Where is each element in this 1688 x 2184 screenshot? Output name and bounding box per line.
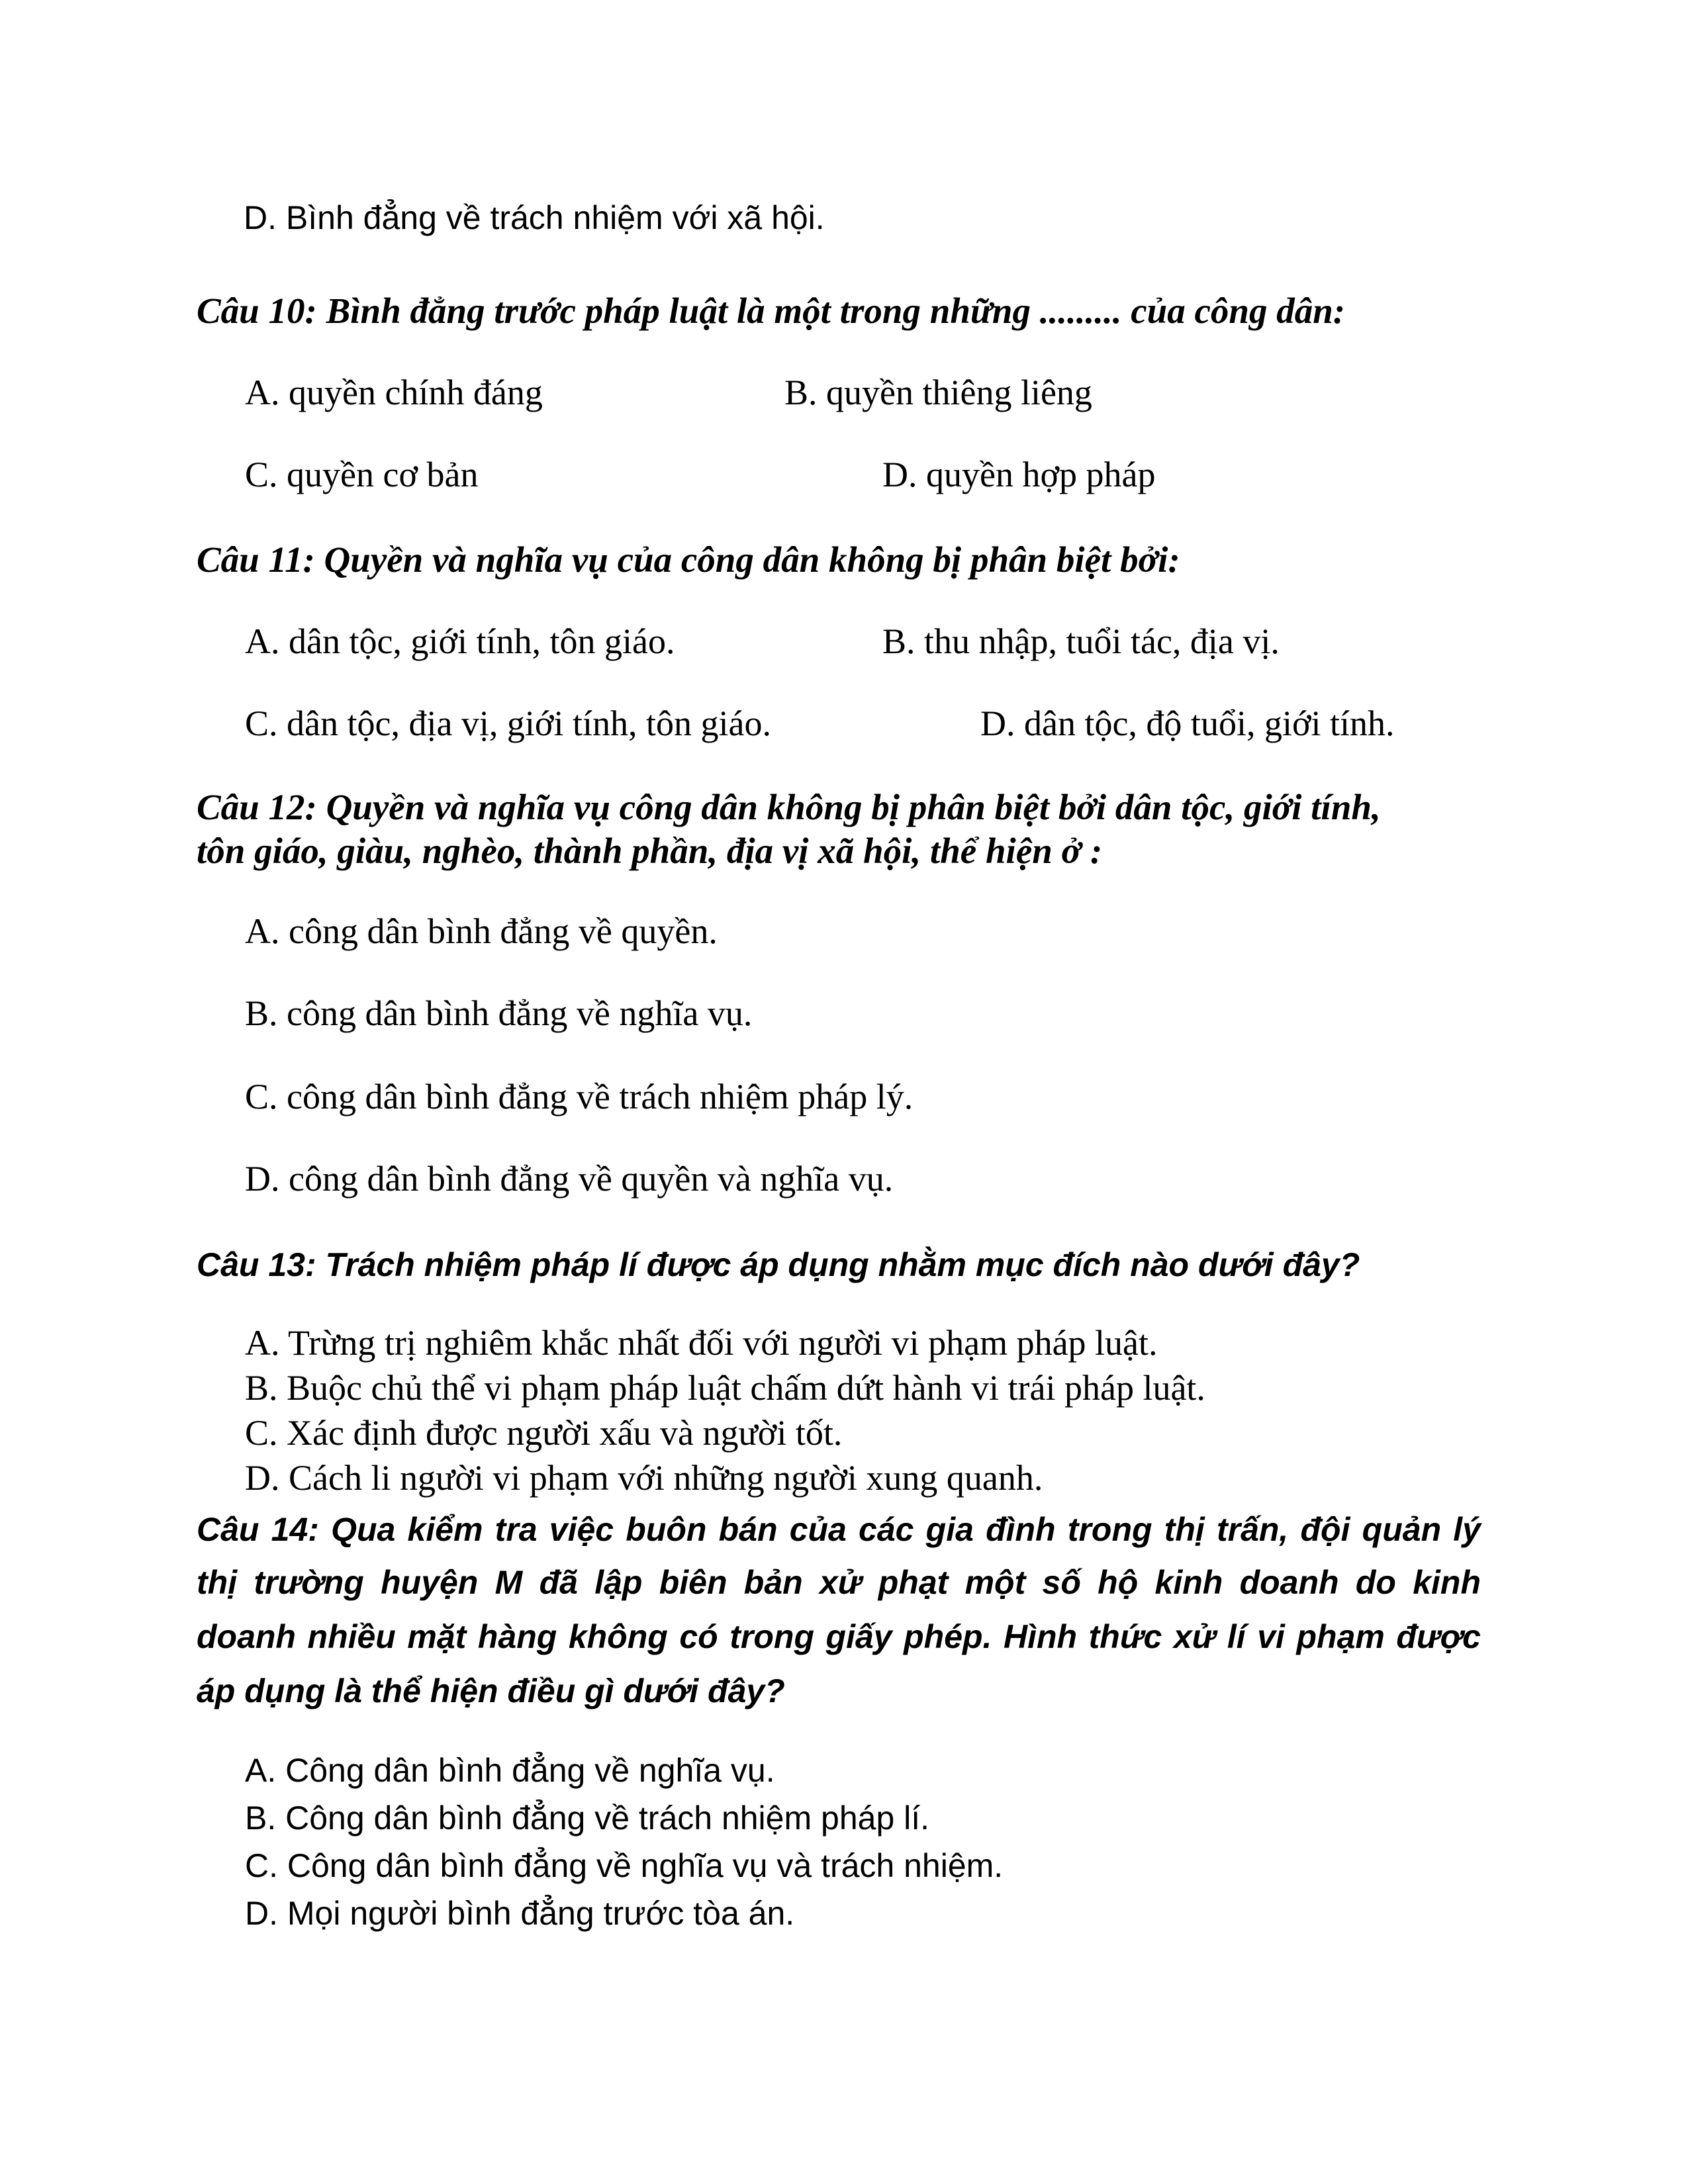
- q14-option-c: C. Công dân bình đẳng về nghĩa vụ và trách nhiệm.: [245, 1847, 1004, 1884]
- q12-option-a: A. công dân bình đẳng về quyền.: [245, 911, 718, 951]
- q9-option-d: D. Bình đẳng về trách nhiệm với xã hội.: [244, 199, 825, 236]
- q10-option-a: A. quyền chính đáng: [245, 373, 543, 412]
- q11-option-a: A. dân tộc, giới tính, tôn giáo.: [245, 621, 675, 661]
- q14-option-d: D. Mọi người bình đẳng trước tòa án.: [245, 1895, 795, 1932]
- q13-option-c: C. Xác định được người xấu và người tốt.: [245, 1413, 843, 1453]
- q12-question-line-1: Câu 12: Quyền và nghĩa vụ công dân không bị phân biệt bởi dân tộc, giới tính,: [197, 787, 1381, 827]
- q12-option-c: C. công dân bình đẳng về trách nhiệm pháp lý.: [245, 1077, 914, 1116]
- q14-option-a: A. Công dân bình đẳng về nghĩa vụ.: [245, 1752, 775, 1789]
- q11-question: Câu 11: Quyền và nghĩa vụ của công dân không bị phân biệt bởi:: [197, 539, 1180, 580]
- q10-option-b: B. quyền thiêng liêng: [784, 373, 1092, 412]
- q13-option-b: B. Buộc chủ thể vi phạm pháp luật chấm dứt hành vi trái pháp luật.: [245, 1368, 1205, 1408]
- q14-question-line-2: thị trường huyện M đã lập biên bản xử phạt một số hộ kinh doanh do kinh: [197, 1564, 1481, 1601]
- q11-option-d: D. dân tộc, độ tuổi, giới tính.: [980, 704, 1395, 743]
- q13-option-a: A. Trừng trị nghiêm khắc nhất đối với người vi phạm pháp luật.: [245, 1323, 1158, 1363]
- q11-option-c: C. dân tộc, địa vị, giới tính, tôn giáo.: [245, 704, 771, 743]
- q11-option-b: B. thu nhập, tuổi tác, địa vị.: [882, 621, 1280, 661]
- q14-question-line-1: Câu 14: Qua kiểm tra việc buôn bán của các gia đình trong thị trấn, đội quản lý: [197, 1511, 1481, 1548]
- q14-question-line-3: doanh nhiều mặt hàng không có trong giấy phép. Hình thức xử lí vi phạm được: [197, 1618, 1481, 1655]
- q12-option-b: B. công dân bình đẳng về nghĩa vụ.: [245, 993, 753, 1033]
- q12-question-line-2: tôn giáo, giàu, nghèo, thành phần, địa vị xã hội, thể hiện ở :: [197, 831, 1103, 871]
- q13-option-d: D. Cách li người vi phạm với những người xung quanh.: [245, 1458, 1043, 1498]
- q14-option-b: B. Công dân bình đẳng về trách nhiệm pháp lí.: [245, 1799, 930, 1837]
- q10-option-c: C. quyền cơ bản: [245, 455, 479, 494]
- q12-option-d: D. công dân bình đẳng về quyền và nghĩa vụ.: [245, 1159, 894, 1199]
- q14-question-line-4: áp dụng là thể hiện điều gì dưới đây?: [197, 1672, 785, 1709]
- q10-option-d: D. quyền hợp pháp: [882, 455, 1156, 494]
- q10-question: Câu 10: Bình đẳng trước pháp luật là một trong những ......... của công dân:: [197, 291, 1346, 331]
- q13-question: Câu 13: Trách nhiệm pháp lí được áp dụng nhằm mục đích nào dưới đây?: [197, 1246, 1360, 1283]
